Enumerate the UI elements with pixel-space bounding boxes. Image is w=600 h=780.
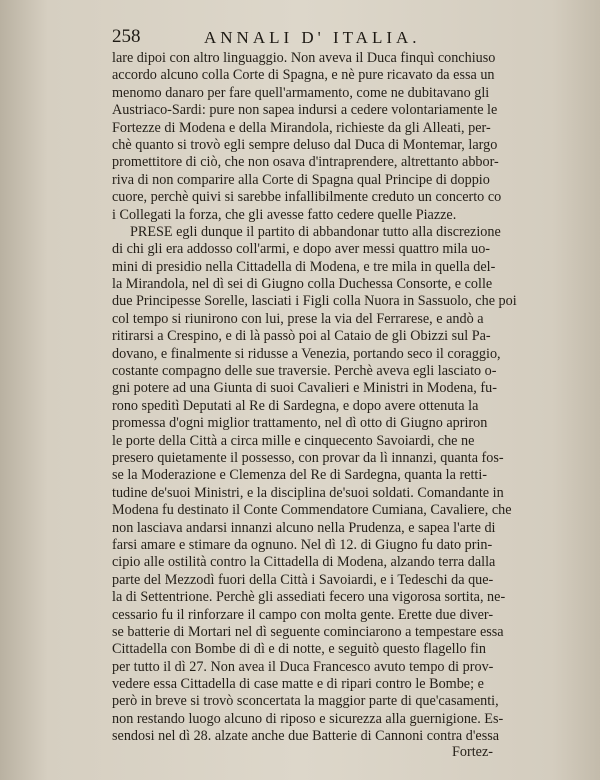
page-header xyxy=(112,26,472,50)
text-line: le porte della Città a circa mille e cinquecento Savoiardi, che ne xyxy=(112,432,475,449)
text-line: Cittadella con Bombe di dì e di notte, e seguitò questo flagello fin xyxy=(112,641,486,658)
text-line: vedere essa Cittadella di case matte e di ripari contro le Bombe; e xyxy=(112,676,484,693)
text-line: però in breve si trovò sconcertata la maggior parte di que'casamenti, xyxy=(112,693,499,710)
text-line: Austriaco-Sardi: pure non sapea indursi a cedere volontariamente le xyxy=(112,102,498,119)
text-line: promettitore di ciò, che non osava d'intraprendere, altrettanto abbor- xyxy=(112,154,499,171)
text-line: la Mirandola, nel dì sei di Giugno colla Duchessa Consorte, e colle xyxy=(112,276,493,293)
text-line: Fortezze di Modena e della Mirandola, richieste da gli Alleati, per- xyxy=(112,119,491,136)
text-line: mini di presidio nella Cittadella di Modena, e tre mila in quella del- xyxy=(112,258,496,275)
text-line: la di Settentrione. Perchè gli assediati fecero una vigorosa sortita, ne- xyxy=(112,589,506,606)
text-line: gni potere ad una Giunta di suoi Cavalieri e Ministri in Modena, fu- xyxy=(112,380,497,397)
text-line: sendosi nel dì 28. alzate anche due Batterie di Cannoni contra d'essa xyxy=(112,728,500,745)
text-line: tudine de'suoi Ministri, e la disciplina de'suoi soldati. Comandante in xyxy=(112,484,504,501)
running-title: ANNALI D' ITALIA. xyxy=(204,28,421,47)
text-line: non lasciava andarsi innanzi alcuno nella Prudenza, e sapea l'arte di xyxy=(112,519,496,536)
text-line: ritirarsi a Crespino, e di là passò poi al Cataio de gli Obizzi sul Pa- xyxy=(112,328,491,345)
page-number: 258 xyxy=(112,26,141,47)
text-line: rono speditì Deputati al Re di Sardegna, e dopo avere ottenuta la xyxy=(112,397,479,414)
text-line: accordo alcuno colla Corte di Spagna, e nè pure ricavato da essa un xyxy=(112,67,495,84)
text-line: per tutto il dì 27. Non avea il Duca Francesco avuto tempo di prov- xyxy=(112,658,494,675)
text-line: non restando luogo alcuno di riposo e sicurezza alla guernigione. Es- xyxy=(112,710,504,727)
text-line: i Collegati la forza, che gli avesse fatto cedere quelle Piazze. xyxy=(112,206,457,223)
text-line: col tempo si riunirono con lui, prese la via del Ferrarese, e andò a xyxy=(112,310,484,327)
text-line: cipio alle ostilità contro la Cittadella di Modena, alzando terra dalla xyxy=(112,554,496,571)
text-line: cuore, perchè quivi si sarebbe infallibilmente creduto un concerto co xyxy=(112,189,502,206)
text-line: se batterie di Mortari nel dì seguente cominciarono a tempestare essa xyxy=(112,623,504,640)
body-text xyxy=(112,50,517,746)
text-line: farsi amare e stimare da ognuno. Nel dì 12. di Giugno fu dato prin- xyxy=(112,536,493,553)
text-line: riva di non comparire alla Corte di Spagna qual Principe di doppio xyxy=(112,171,490,188)
text-line: parte del Mezzodì fuori della Città i Savoiardi, e i Tedeschi da que- xyxy=(112,571,494,588)
text-line: di chi gli era addosso coll'armi, e dopo aver messi quattro mila uo- xyxy=(112,241,491,258)
text-line: lare dipoi con altro linguaggio. Non aveva il Duca finquì conchiuso xyxy=(112,50,496,66)
text-line: promessa d'ogni miglior trattamento, nel dì otto di Giugno apriron xyxy=(112,415,488,432)
text-line: presero quietamente il possesso, con provar da lì innanzi, quanta fos- xyxy=(112,449,504,466)
text-line: due Principesse Sorelle, lasciati i Figli colla Nuora in Sassuolo, che poi xyxy=(112,293,517,310)
text-line: chè quanto si trovò egli sempre deluso dal Duca di Montemar, largo xyxy=(112,136,498,153)
text-line: Modena fu destinato il Conte Commendatore Cumiana, Cavaliere, che xyxy=(112,502,512,519)
text-line: dovano, e finalmente si ridusse a Venezia, portando seco il coraggio, xyxy=(112,345,501,362)
text-line: cessario fu il rinforzare il campo con molta gente. Erette due diver- xyxy=(112,606,494,623)
text-line: se la Moderazione e Clemenza del Re di Sardegna, quanta la retti- xyxy=(112,467,488,484)
text-line: costante compagno delle sue traversie. Perchè aveva egli lasciato o- xyxy=(112,363,497,380)
text-line: PRESE egli dunque il partito di abbandonar tutto alla discrezione xyxy=(130,223,501,240)
catchword: Fortez- xyxy=(452,744,493,760)
text-line: menomo danaro per fare quell'armamento, come ne dubitavano gli xyxy=(112,84,490,101)
